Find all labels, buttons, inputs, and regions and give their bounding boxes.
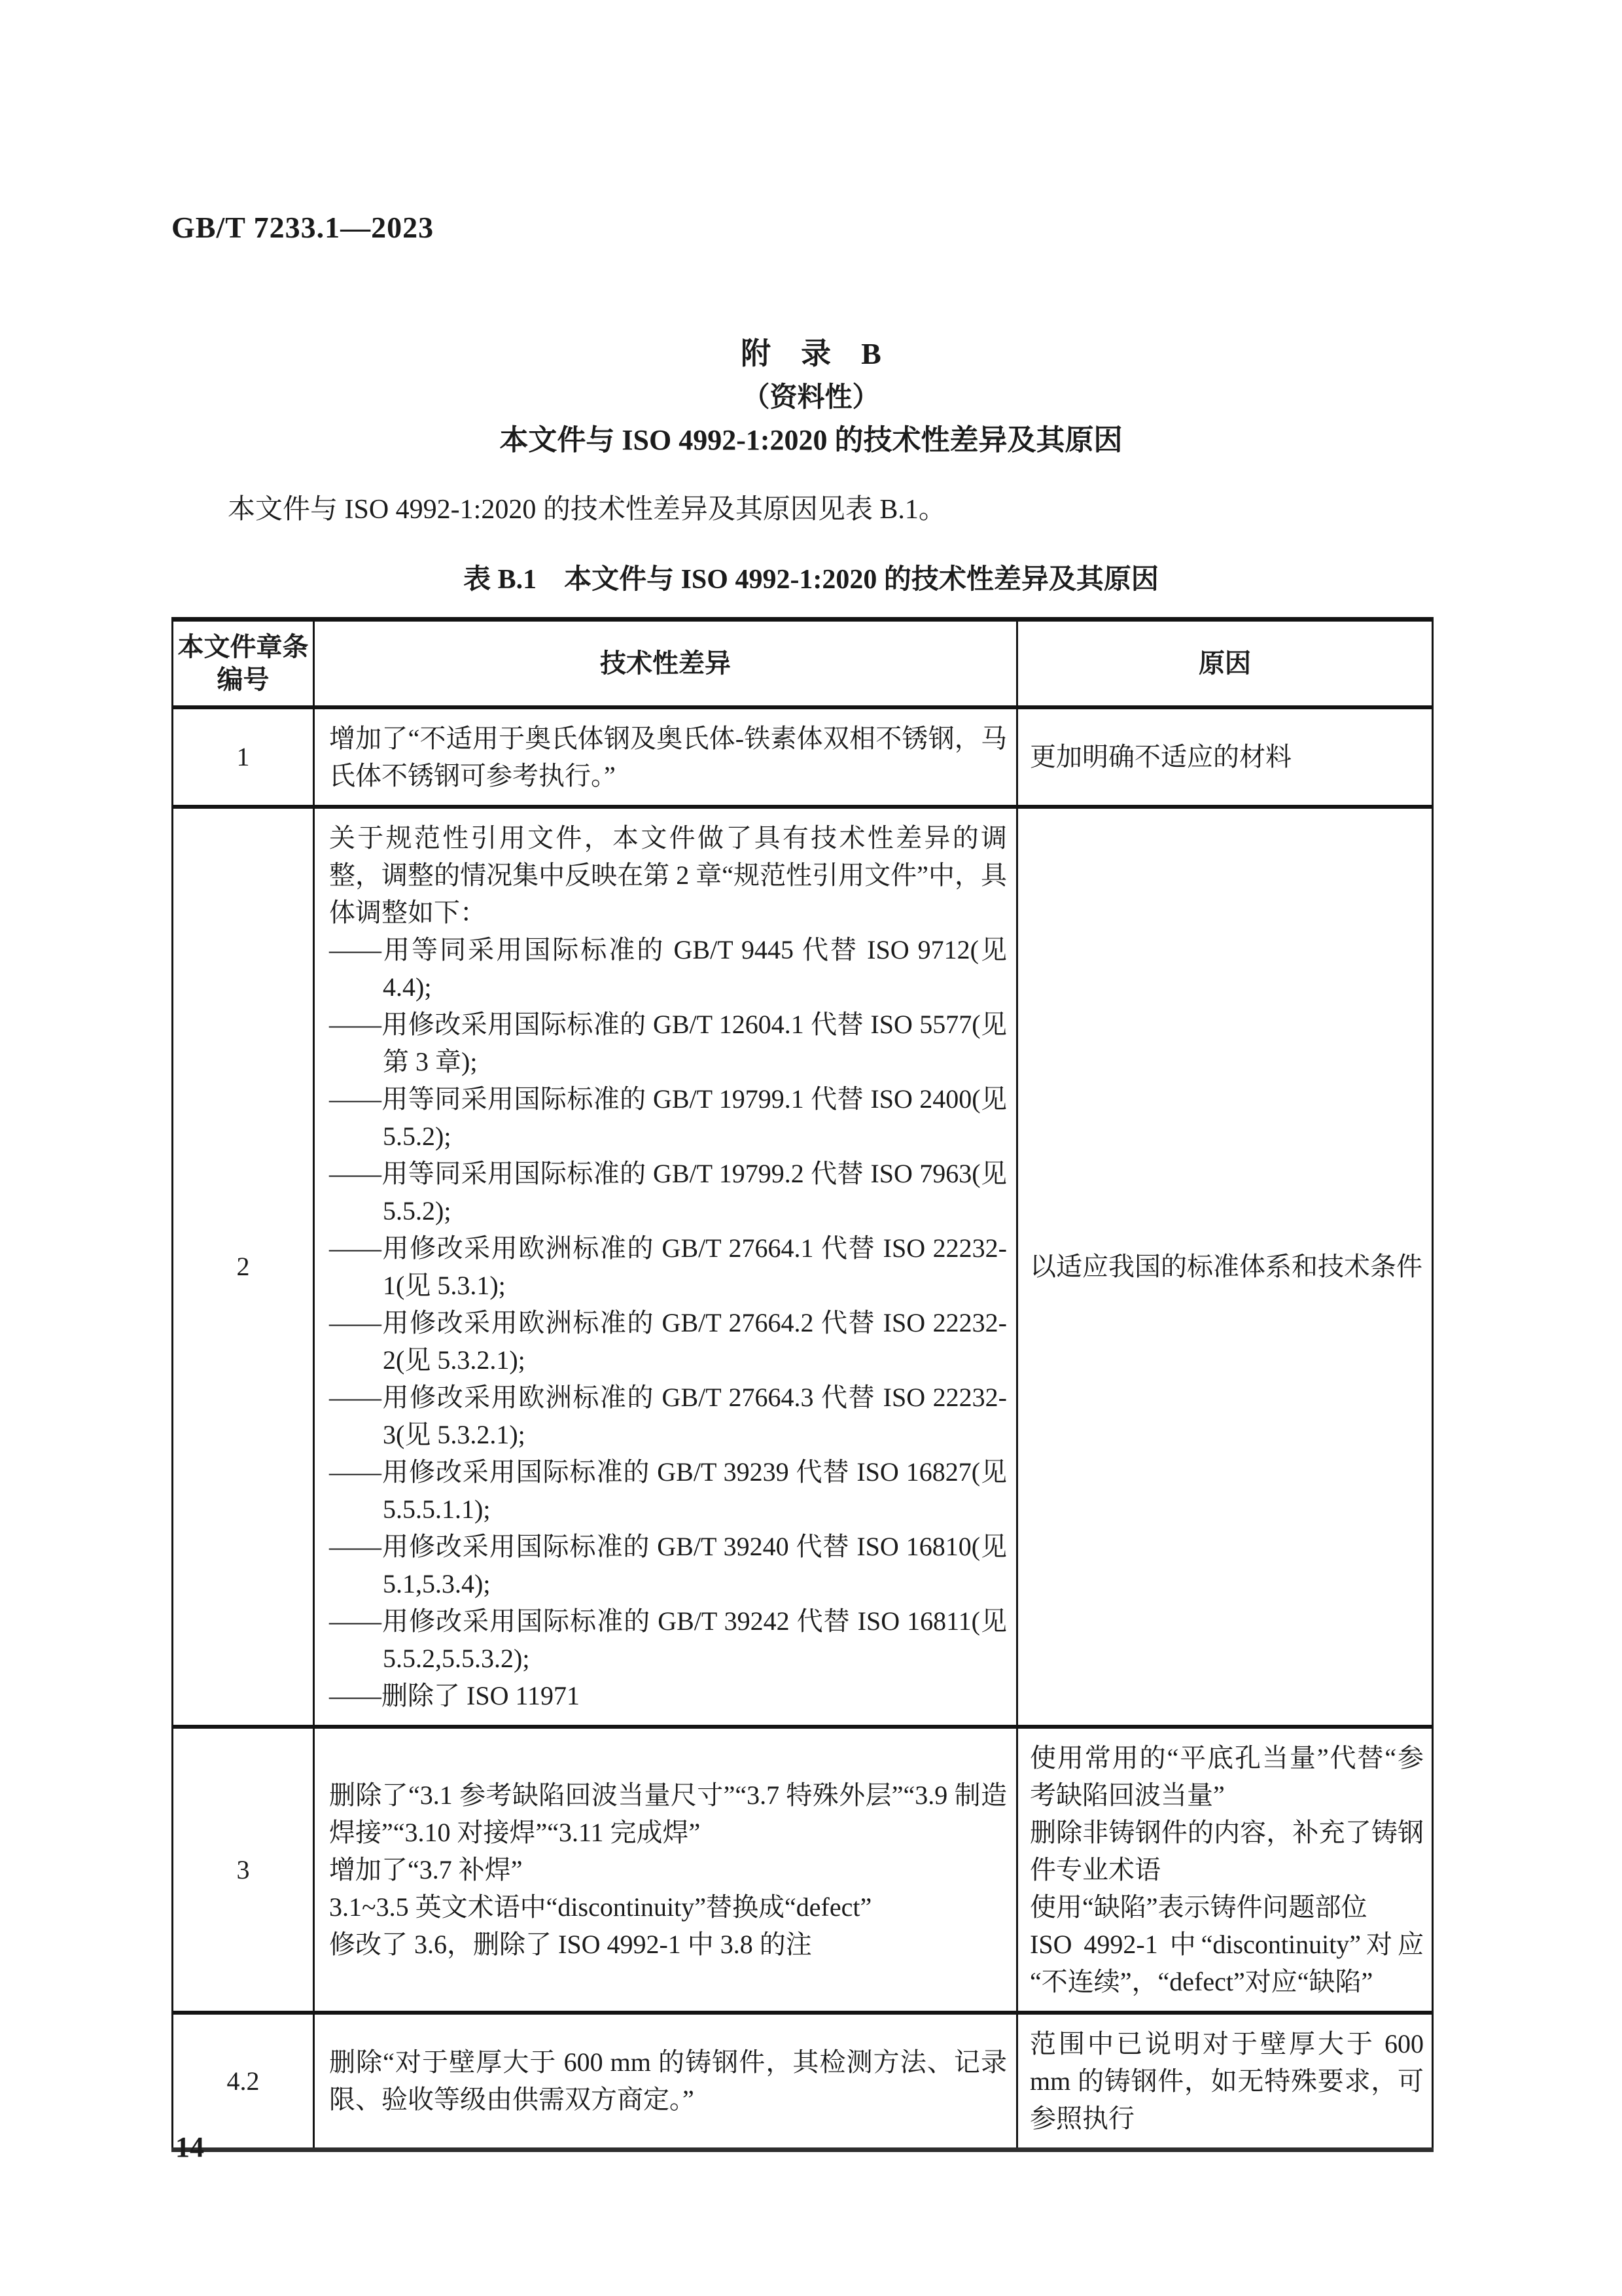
table-row (173, 807, 1433, 1727)
intro-paragraph: 本文件与 ISO 4992-1:2020 的技术性差异及其原因见表 B.1。 (228, 495, 946, 525)
differences-table (171, 617, 1434, 2152)
difference-item: ——用修改采用国际标准的 GB/T 12604.1 代替 ISO 5577(见第 3 章); (329, 1009, 1007, 1076)
appendix-informative-label: （资料性） (742, 383, 880, 413)
reason-cell (1017, 2013, 1433, 2150)
difference-item: ——用修改采用欧洲标准的 GB/T 27664.3 代替 ISO 22232-3(见 5.3.2.1); (329, 1382, 1007, 1449)
reason-line: 使用常用的“平底孔当量”代替“参考缺陷回波当量” (1030, 1742, 1424, 1810)
difference-intro: 关于规范性引用文件，本文件做了具有技术性差异的调整，调整的情况集中反映在第 2 章“规范性引用文件”中，具体调整如下： (329, 822, 1007, 927)
table-caption: 表 B.1 本文件与 ISO 4992-1:2020 的技术性差异及其原因 (463, 565, 1159, 595)
difference-text: 删除“对于壁厚大于 600 mm 的铸钢件，其检测方法、记录限、验收等级由供需双方商定。” (329, 2047, 1007, 2114)
difference-item: ——用修改采用国际标准的 GB/T 39240 代替 ISO 16810(见 5.1,5.3.4); (329, 1531, 1007, 1598)
header-cell-reason: 原因 (1017, 620, 1433, 707)
reason-text: 范围中已说明对于壁厚大于 600 mm 的铸钢件，如无特殊要求，可参照执行 (1030, 2028, 1424, 2133)
reason-line: 删除非铸钢件的内容，补充了铸钢件专业术语 (1030, 1817, 1424, 1884)
difference-item: ——用修改采用欧洲标准的 GB/T 27664.2 代替 ISO 22232-2(见 5.3.2.1); (329, 1307, 1007, 1375)
clause-number: 1 (173, 707, 314, 807)
table-row (173, 707, 1433, 807)
difference-cell (314, 2013, 1017, 2150)
appendix-subject-title: 本文件与 ISO 4992-1:2020 的技术性差异及其原因 (499, 424, 1123, 456)
reason-cell (1017, 707, 1433, 807)
header-clause-line1: 本文件章条 (177, 631, 309, 662)
clause-number: 4.2 (173, 2013, 314, 2150)
page-number: 14 (175, 2131, 204, 2163)
reason-line: 使用“缺陷”表示铸件问题部位 (1030, 1892, 1367, 1922)
table-header-row (173, 620, 1433, 707)
clause-number: 3 (173, 1727, 314, 2013)
reason-cell (1017, 807, 1433, 1727)
header-cell-clause (173, 620, 314, 707)
header-cell-difference: 技术性差异 (314, 620, 1017, 707)
reason-cell (1017, 1727, 1433, 2013)
difference-cell (314, 807, 1017, 1727)
difference-item: ——用修改采用国际标准的 GB/T 39242 代替 ISO 16811(见 5.5.2,5.5.3.2); (329, 1606, 1007, 1673)
difference-line: 增加了“3.7 补焊” (329, 1854, 523, 1884)
table-row (173, 2013, 1433, 2150)
difference-item: ——用等同采用国际标准的 GB/T 9445 代替 ISO 9712(见 4.4); (329, 934, 1007, 1002)
difference-cell (314, 1727, 1017, 2013)
difference-text: 增加了“不适用于奥氏体钢及奥氏体-铁素体双相不锈钢，马氏体不锈钢可参考执行。” (329, 723, 1007, 790)
difference-item: ——用等同采用国际标准的 GB/T 19799.2 代替 ISO 7963(见 5.5.2); (329, 1158, 1007, 1226)
difference-item: ——用等同采用国际标准的 GB/T 19799.1 代替 ISO 2400(见 5.5.2); (329, 1084, 1007, 1151)
header-clause-line2: 编号 (217, 664, 270, 694)
difference-line: 删除了“3.1 参考缺陷回波当量尺寸”“3.7 特殊外层”“3.9 制造焊接”“3.10 对接焊”“3.11 完成焊” (329, 1780, 1007, 1847)
reason-line: ISO 4992-1 中“discontinuity”对应“不连续”，“defect”对应“缺陷” (1030, 1929, 1424, 1996)
difference-item: ——用修改采用欧洲标准的 GB/T 27664.1 代替 ISO 22232-1(见 5.3.1); (329, 1233, 1007, 1300)
clause-number: 2 (173, 807, 314, 1727)
difference-item: ——用修改采用国际标准的 GB/T 39239 代替 ISO 16827(见 5.5.5.1.1); (329, 1457, 1007, 1524)
reason-text: 以适应我国的标准体系和技术条件 (1030, 1252, 1422, 1281)
appendix-title: 附 录 B (741, 337, 881, 370)
difference-cell (314, 707, 1017, 807)
difference-item: ——删除了 ISO 11971 (329, 1680, 580, 1710)
reason-text: 更加明确不适应的材料 (1030, 742, 1292, 771)
table-row (173, 1727, 1433, 2013)
difference-line: 3.1~3.5 英文术语中“discontinuity”替换成“defect” (329, 1892, 872, 1922)
doc-number: GB/T 7233.1—2023 (171, 211, 434, 244)
difference-line: 修改了 3.6，删除了 ISO 4992-1 中 3.8 的注 (329, 1929, 812, 1959)
